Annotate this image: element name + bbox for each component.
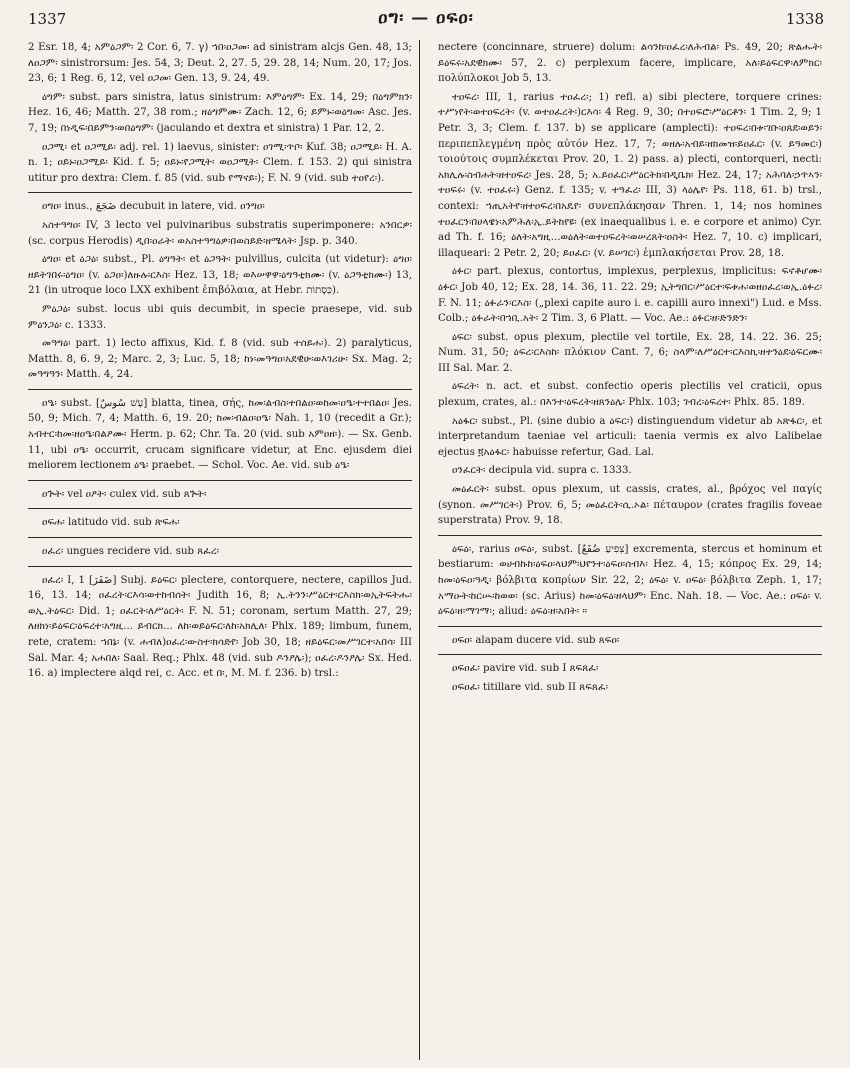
left-column	[28, 40, 412, 1060]
entry-ifret: ዕፍረት፡ n. act. et subst. confectio operis plectilis vel craticii, opus plexum, crates, al.: በእንተ፡ዕፍረት፡ዘጸንዕሌ፡ Phlx. 103; ገብረ፡ዕፍረተ፡ Phlx. 85. 189.	[438, 381, 822, 409]
entry-igm: ዕግም፡ subst. pars sinistra, latus sinistrum: እምዕግም፡ Ex. 14, 29; በዕግምክን፡ Hez. 16, 46; Matth. 27, 38 rom.; ዘዕግምሙ፡ Zach. 12, 6; ይምኑ፡ወዕግመ፡ Asc. Jes. 7, 19; በነዲፍ፡በይምን፡ወበዕግም፡ (jaculando et dextra et sinistra) 1 Par. 12, 2.	[28, 91, 412, 134]
entry-ifr: ዕፍር፡ subst. opus plexum, plectile vel tortile, Ex. 28, 14. 22. 36. 25; Num. 31, 50; ዕፍረ፡ርእስከ፡ πλόκιον Cant. 7, 6; ስላም፡ለሥዕርተ፡ርእስኪ፡ዘተንዕደ፡ዕፍርሙ፡ III Sal. Mar. 2.	[438, 331, 822, 374]
entry-afafa-titillare: ዐፍዐፈ፡ titillare vid. sub II ጸፍጸፈ፡	[452, 681, 609, 693]
entry-afa: ዐፍዐ፡ alapam ducere vid. sub ጸፍዐ፡	[452, 634, 620, 646]
divider	[28, 389, 412, 390]
entry-meagie: መዓግዕ፡ part. 1) lecto affixus, Kid. f. 8 (vid. sub ተሰይሐ፡). 2) paralyticus, Matth. 8, 6. 9, 2; Marc. 2, 3; Luc. 5, 18; ከነ፡መዓግዐ፡አደዊሁ፡ወእገሪሁ፡ Sx. Mag. 2; መዓግዓን፡ Matth. 4, 24.	[28, 338, 412, 381]
divider	[438, 626, 822, 627]
entry-afara-ungues: ዐፈረ፡ ungues recidere vid. sub ጸፈረ፡	[42, 546, 220, 558]
entry-anfart: ዐንፈርት፡ decipula vid. supra c. 1333.	[452, 465, 632, 477]
page-header	[28, 8, 824, 32]
column-divider	[419, 40, 420, 1060]
right-page-number: 1338	[785, 10, 824, 28]
entry-agwet: ዐጕት፡ vel ዐዖት፡ culex vid. sub ጸጕት፡	[42, 488, 207, 500]
entry-ifur: ዕፉር፡ part. plexus, contortus, implexus, perplexus, implicitus: ፍኖቶሆሙ፡ዕፉር፡ Job 40, 12; Ex. 28, 14. 36, 11. 22. 29; ኢትግበር፡ሥዕርተ፡ፍቱሐ፡ወዘዐፈረ፡ወኢ.ዕፉረ፡ F. N. 11; ዕፉራን፡ርእስ፡ („plexi capite auro i. e. capilli auro innexi") Lud. e Mss. Colb.; ዕፉራት፡በኀቢ.አት፡ 2 Tim. 3, 6 Platt. — Voc. Ae.: ዕፉር፡ዘ፡ድንድን፡	[438, 266, 822, 325]
entry-igie: ዕግዐ፡ et ዕጋዕ፡ subst., Pl. ዕግዓት፡ et ዕጋዓት፡ pulvillus, culcita (ut videtur): ዕግዐ፡ዘይትገበሩ፡ዕግዐ፡ (v. ዕጋዐ፡)ለዙሉ፡ርእስ፡ Hez. 13, 18; ወእሠዋዋ፡ዕግዓቲክሙ፡ (v. ዕጋዓቲክሙ፡) 13, 21 (in utroque loco LXX exhibent ἐπιβόλαια, at Hebr. כְּסָתוֹת).	[28, 254, 412, 297]
divider	[28, 537, 412, 538]
entry-ae: ዐዔ፡ subst. [עָשׁ سُوسٌ] blatta, tinea, σής, ከመ፡ልብስ፡ተበልዐ፡ወከመ፡ዐዔ፡ተተበልዐ፡ Jes. 50, 9; Mich. 7, 4; Matth. 6, 19. 20; ከመ፡ብልዐ፡ዐዔ፡ Nah. 1, 10 (recedit a Gr.); አብተር፡ከመ፡ዘዐዔ፡በልዖሙ፡ Herm. p. 62; Chr. Ta. 20 (vid. sub አምዐዘ፡). — Sx. Genb. 11, ubi ዐዔ፡ occurrit, crucam significare videtur, at Enc. ejusdem diei meliorem lectionem ዕዔ፡ praebet. — Schol. Voc. Ae. vid. sub ዕዔ፡	[28, 397, 412, 472]
divider	[438, 535, 822, 536]
entry-continued: 2 Esr. 18, 4; አምዕጋም፡ 2 Cor. 6, 7. γ) ኀበ፡ዐጋመ፡ ad sinistram alcjs Gen. 48, 13; ለዐጋም፡ sinistrorsum: Jes. 54, 3; Deut. 2, 27. 5, 29. 28, 14; Num. 20, 17; Jos. 23, 6; 1 Reg. 6, 12, vel ዐጋመ፡ Gen. 13, 9. 24, 49.	[28, 42, 412, 85]
entry-ifi: ዕፍዕ፡, rarius ዐፍዕ፡, subst. [צְפִיעַ ضُفَعٌ] excrementa, stercus et hominum et bestiarum: ወሀብኩከ፡ዕፍዐ፡ላህም፡ህየንተ፡ዕፍዐ፡ሰብእ፡ Hez. 4, 15; κόπρος Ex. 29, 14; ከመ፡ዕፍዐ፡ዓዲ፡ βόλβιτα κοπρίων Sir. 22, 2; ዕፍዕ፡ v. ዐፍዕ፡ βόλβιτα Zeph. 1, 17; አማዑት፡ከርሡ፡ከወወ፡ (sc. Arius) ከመ፡ዕፍዕ፡ዘላህም፡ Enc. Nah. 18. — Voc. Ae.: ዐፍዕ፡ v. ዕፍዕ፡ዘ፡ማገማ፡; aliud: ዕፍዕ፡ዘ፡አበት፡ ።	[438, 543, 822, 618]
entry-taafra: ተዐፍረ፡ III, 1, rarius ተዐፈረ፡; 1) refl. a) sibi plectere, torquere crines: ተሥነየት፡ወተዐፍረት፡ (v. ወተዐፈረት፡)ርእሳ፡ 4 Reg. 9, 30; በተዐፍሮ፡ሥዕርቶን፡ 1 Tim. 2, 9; 1 Petr. 3, 3; Clem. f. 137. b) se applicare (amplecti): ተዐፍረ፡በቱ፡ገቡ፡ዐጸደ፡ወይን፡ περιπεπλεγμένη πρὸς αὐτόν Hez. 17, 7; ወዘሉ፡አብይ፡ዘክመዝ፡ይዐፈር፡ (v. ይዓመር፡) τοιούτοις συμπλέκεται Prov. 20, 1. 2) pass. a) plecti, contorqueri, necti: አክሊሉ፡ስብሐት፡ዘተዐፍረ፡ Jes. 28, 5; አ.ይዐፈር፡ሥዕርትክ፡በዲቤክ፡ Hez. 24, 17; አሕባለ፡ኃጥኣን፡ተዐፍሩ፡ (v. ተዐፈሩ፡) Genz. f. 135; v. ተዓፈረ፡ III, 3) ላዕሌየ፡ Ps. 118, 61. b) trsl., contexi: ኀጢአትየ፡ዘተዐፍረ፡በአዴየ፡ συνεπλάκησαν Thren. 1, 14; nos homines ተዐፈርን፡በሀላዌነ፡አምሕለ፡ኢ.ይትከየዩ፡ (ex inaequalibus i. e. e corpore et animo) Cyr. ad Th. f. 16; ዕለት፡አግዚ...ወዕለት፡ወተዐፍረት፡ወሠረጸት፡ዐስት፡ Hez. 7, 10. c) implicari, illaqueari: 2 Petr. 2, 20; ይዐፈር፡ (v. ይሠገር፡) ἐμπλακήσεται Prov. 28, 18.	[438, 91, 822, 259]
divider	[28, 566, 412, 567]
entry-migae: ምዕጋዕ፡ subst. locus ubi quis decumbit, in specie praesepe, vid. sub ምዕንጋዕ፡ c. 1333.	[28, 303, 412, 331]
divider	[438, 654, 822, 655]
divider	[28, 480, 412, 481]
entry-agami: ዐጋሚ፡ et ዐጋሚይ፡ adj. rel. 1) laevus, sinister: ዐገሚ፡ጥቦ፡ Kuf. 38; ዐጋሚይ፡ H. A. n. 1; ዐይኑ፡ዐጋሚይ፡ Kid. f. 5; ዐይኑ፡የጋሚት፡ ወዐጋሚት፡ Clem. f. 153. 2) qui sinistra utitur pro dextra: Clem. f. 85 (vid. sub የማናይ፡); F. N. 9 (vid. sub ተዐየረ፡).	[28, 141, 412, 184]
divider	[28, 192, 412, 193]
entry-meifart: መዕፈርት፡ subst. opus plexum, ut cassis, crates, al., βρόχος vel παγίς (synon. መሥገርት፡) Prov. 6, 5; መዕፈርት፡ሲ.ኦል፡ πέταυρον (crates fragilis foveae superstrata) Prov. 9, 18.	[438, 484, 822, 527]
divider	[28, 508, 412, 509]
entry-aga: ዐግዐ፡ inus., ضَجَعَ decubuit in latere, vid. ዐንግዐ፡	[42, 201, 265, 213]
entry-afha: ዐፍሐ፡ latitudo vid. sub ጽፍሐ፡	[42, 517, 180, 529]
entry-continued: nectere (concinnare, struere) dolum: ልሳንከ፡ዐፈረ፡ለሕብል፡ Ps. 49, 20; ጽልሑት፡ይዕፍሩ፡አደዊክሙ፡ 57, 2. c) perplexum facere, implicare, አለ፡ይዕፍርዋ፡ለምክር፡ πολύπλοκοι Job 5, 13.	[438, 42, 822, 85]
entry-afafa-pavire: ዐፍዐፈ፡ pavire vid. sub I ጸፍጸፈ፡	[452, 663, 599, 675]
entry-aifar: አዕፋር፡ subst., Pl. (sine dubio a ዕፍር፡) distinguendum videtur ab አጽፋር፡, et interpretandum taeniae vel articuli: taenia vermis ex alvo Lalibelae ejectus ፬አዕፋር፡ habuisse refertur, Gad. Lal.	[438, 415, 822, 458]
left-page-number: 1337	[28, 10, 67, 28]
entry-afara: ዐፈረ፡ I, 1 [ضَفَرَ] Subj. ይዕፍር፡ plectere, contorquere, nectere, capillos Jud. 16, 13. 14; ዐፈረት፡ርእሳ፡ወተከብሰት፡ Judith 16, 8; ኢ.ትንን፡ሥዕርተ፡ርእስክ፡ወኢትፍትሑ፡ወኢ.ትዕፍር፡ Did. 1; ዐፈርት፡ለሥዕርት፡ F. N. 51; coronam, sertum Matth. 27, 29; ለዘክነ፡ይዕፍር፡ዕፍረተ፡አግዚ... ይብርክ... ለከ፡ወይዕፍር፡ለከ፡አክሊለ፡ Phlx. 189; limbum, funem, rete, cratem: ኀበኔ፡ (v. ሐብለ)ዐፈረ፡ውስተ፡ክሳድየ፡ Job 30, 18; ዘይዕፍር፡መሥገርተ፡አበሳ፡ III Sal. Mar. 4; አሐበለ፡ Saal. Req.; Phlx. 48 (vid. sub ዶንዖሌ፡); ዐፈረ፡ዶንዖሌ፡ Sx. Hed. 16. a) implectere alqd rei, c. Acc. et በ፡, M. M. f. 236. b) trsl.:	[28, 574, 412, 680]
entry-astaagia: አስተዓግዐ፡ IV, 3 lecto vel pulvinaribus substratis superimponere: አንበርዎ፡ (sc. corpus Herodis) ዲበ፡ዐራት፡ ወአስተዓግዕዎ፡በወስይድ፡ዘሜላት፡ Jsp. p. 340.	[28, 219, 412, 247]
running-title: ዐግ፡ — ዐፍዐ፡	[378, 8, 474, 28]
right-column	[438, 40, 822, 1060]
